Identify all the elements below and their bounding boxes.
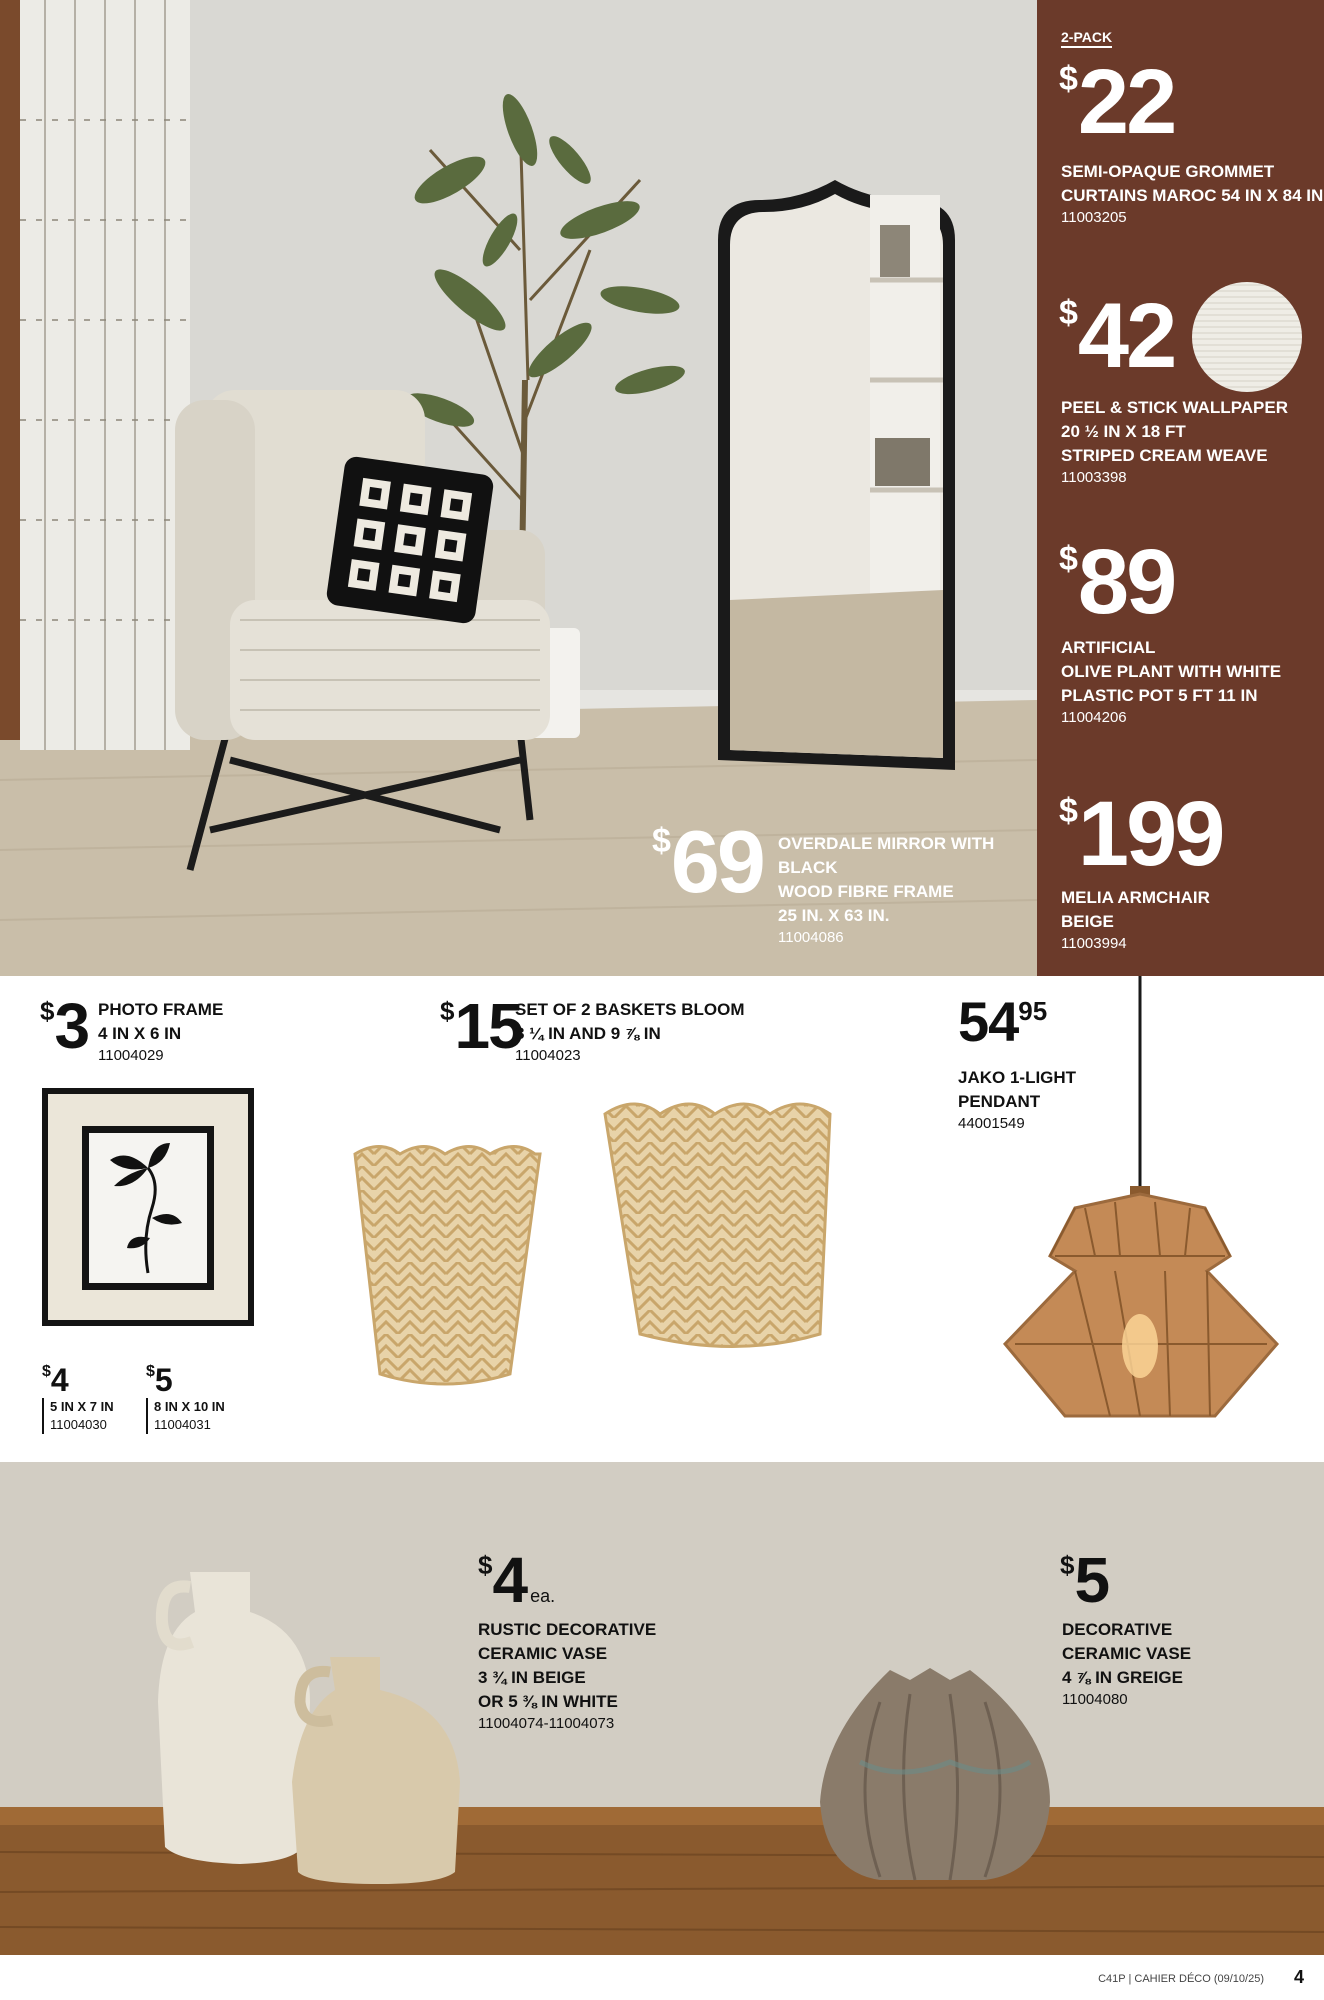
- variant-2-dollar: $: [146, 1363, 155, 1380]
- mirror-sku: 11004086: [778, 929, 844, 946]
- curtains-name-line2: CURTAINS MAROC 54 IN X 84 IN: [1061, 186, 1324, 205]
- mirror-info: [778, 832, 1028, 948]
- vases-section: [0, 1462, 1324, 1955]
- variant-2-value: 5: [154, 1362, 173, 1398]
- curtains-info: [1061, 160, 1324, 228]
- curtains-price-dollar: $: [1059, 60, 1078, 98]
- hero-room-scene: [0, 0, 1037, 976]
- wallpaper-name-line3: STRIPED CREAM WEAVE: [1061, 446, 1268, 465]
- variant-1-dollar: $: [42, 1363, 51, 1380]
- variant-1-value: 4: [50, 1362, 69, 1398]
- photo-frame-price: [40, 990, 89, 1062]
- baskets-info: [515, 998, 815, 1066]
- greige-vase-name-line2: CERAMIC VASE: [1062, 1644, 1192, 1663]
- page-number: 4: [1293, 1967, 1304, 1987]
- olive-info: [1061, 636, 1316, 728]
- rustic-vase-price: [478, 1544, 556, 1616]
- olive-sku: 11004206: [1061, 709, 1127, 726]
- baskets-name-line1: SET OF 2 BASKETS BLOOM: [515, 1000, 745, 1019]
- armchair-name-line1: MELIA ARMCHAIR: [1061, 888, 1210, 907]
- armchair-price-value: 199: [1077, 783, 1223, 885]
- curtains-price: [1059, 51, 1175, 153]
- rustic-vase-info: [478, 1618, 698, 1734]
- wallpaper-price: [1059, 285, 1175, 387]
- photo-frame-name-line1: PHOTO FRAME: [98, 1000, 224, 1019]
- olive-name-line3: PLASTIC POT 5 FT 11 IN: [1061, 686, 1258, 705]
- pendant-sku: 44001549: [958, 1115, 1025, 1132]
- greige-vase-name-line1: DECORATIVE: [1062, 1620, 1173, 1639]
- pendant-name-line1: JAKO 1-LIGHT: [958, 1068, 1077, 1087]
- curtains-price-value: 22: [1077, 51, 1175, 153]
- greige-vase-info: [1062, 1618, 1282, 1710]
- armchair-name-line2: BEIGE: [1061, 912, 1114, 931]
- photo-frame-sku: 11004029: [98, 1047, 164, 1064]
- wallpaper-price-value: 42: [1077, 285, 1175, 387]
- rustic-vase-name-line2: CERAMIC VASE: [478, 1644, 608, 1663]
- price-panel: [1037, 0, 1324, 976]
- photo-frame-info: [98, 998, 298, 1066]
- room-illustration: [0, 0, 1037, 976]
- pendant-image: [995, 976, 1285, 1426]
- greige-vase-price-value: 5: [1074, 1544, 1109, 1616]
- armchair-sku: 11003994: [1061, 935, 1127, 952]
- baskets-price-dollar: $: [440, 996, 455, 1026]
- pendant-price-whole: 54: [958, 990, 1019, 1053]
- rustic-vase-name-line3: 3 ¾ IN BEIGE: [478, 1668, 586, 1687]
- variant-2-size: 8 IN X 10 IN: [154, 1399, 225, 1414]
- greige-vase-sku: 11004080: [1062, 1691, 1128, 1708]
- wallpaper-sku: 11003398: [1061, 469, 1127, 486]
- curtains-sku: 11003205: [1061, 209, 1127, 226]
- baskets-sku: 11004023: [515, 1047, 581, 1064]
- variant-1-price: [42, 1364, 132, 1396]
- photo-frame-image: [42, 1088, 254, 1326]
- olive-price: [1059, 531, 1175, 633]
- variant-2-sku: 11004031: [154, 1417, 211, 1432]
- olive-name-line1: ARTIFICIAL: [1061, 638, 1156, 657]
- armchair-price: [1059, 783, 1223, 885]
- pendant-price-cents: 95: [1018, 996, 1048, 1026]
- baskets-price: [440, 990, 522, 1062]
- mirror-price-dollar: $: [652, 822, 671, 860]
- olive-price-value: 89: [1077, 531, 1175, 633]
- mirror-name-line2: WOOD FIBRE FRAME: [778, 882, 954, 901]
- curtains-pack-badge: 2-PACK: [1061, 28, 1112, 48]
- pendant-name-line2: PENDANT: [958, 1092, 1041, 1111]
- photo-frame-name-line2: 4 IN X 6 IN: [98, 1024, 182, 1043]
- armchair-price-dollar: $: [1059, 792, 1078, 830]
- rustic-vase-name-line1: RUSTIC DECORATIVE: [478, 1620, 657, 1639]
- olive-price-dollar: $: [1059, 540, 1078, 578]
- baskets-image: [350, 1094, 890, 1394]
- arched-mirror: [718, 180, 955, 770]
- mirror-name-line3: 25 IN. X 63 IN.: [778, 906, 890, 925]
- greige-vase-price-dollar: $: [1060, 1550, 1075, 1580]
- rustic-vase-unit: ea.: [530, 1586, 556, 1606]
- footer-code: C41P | CAHIER DÉCO (09/10/25): [1098, 1973, 1264, 1985]
- photo-frame-price-dollar: $: [40, 996, 55, 1026]
- greige-vase-price: [1060, 1544, 1109, 1616]
- mirror-name-line1: OVERDALE MIRROR WITH BLACK: [778, 834, 995, 877]
- olive-name-line2: OLIVE PLANT WITH WHITE: [1061, 662, 1282, 681]
- wallpaper-swatch: [1192, 282, 1302, 392]
- variant-2-price: [146, 1364, 246, 1396]
- mirror-price: [652, 812, 763, 911]
- wallpaper-name-line2: 20 ½ IN X 18 FT: [1061, 422, 1186, 441]
- accessories-section: [0, 976, 1324, 1462]
- rustic-vase-name-line4: OR 5 ⅜ IN WHITE: [478, 1692, 618, 1711]
- photo-frame-price-value: 3: [54, 990, 89, 1062]
- photo-frame-variant-1: [42, 1364, 132, 1434]
- armchair-info: [1061, 886, 1316, 954]
- photo-frame-variant-2: [146, 1364, 246, 1434]
- baskets-price-value: 15: [454, 990, 522, 1062]
- variant-1-size: 5 IN X 7 IN: [50, 1399, 114, 1414]
- variant-1-sku: 11004030: [50, 1417, 107, 1432]
- rustic-vase-price-dollar: $: [478, 1550, 493, 1580]
- curtains-name-line1: SEMI-OPAQUE GROMMET: [1061, 162, 1275, 181]
- rustic-vase-sku: 11004074-11004073: [478, 1715, 615, 1732]
- page-footer: [0, 1955, 1324, 2000]
- greige-vase-name-line3: 4 ⅞ IN GREIGE: [1062, 1668, 1183, 1687]
- baskets-name-line2: 8 ¼ IN AND 9 ⅞ IN: [515, 1024, 661, 1043]
- wallpaper-name-line1: PEEL & STICK WALLPAPER: [1061, 398, 1289, 417]
- rustic-vase-price-value: 4: [492, 1544, 527, 1616]
- wallpaper-price-dollar: $: [1059, 294, 1078, 332]
- mirror-price-value: 69: [670, 812, 763, 911]
- wallpaper-info: [1061, 396, 1316, 488]
